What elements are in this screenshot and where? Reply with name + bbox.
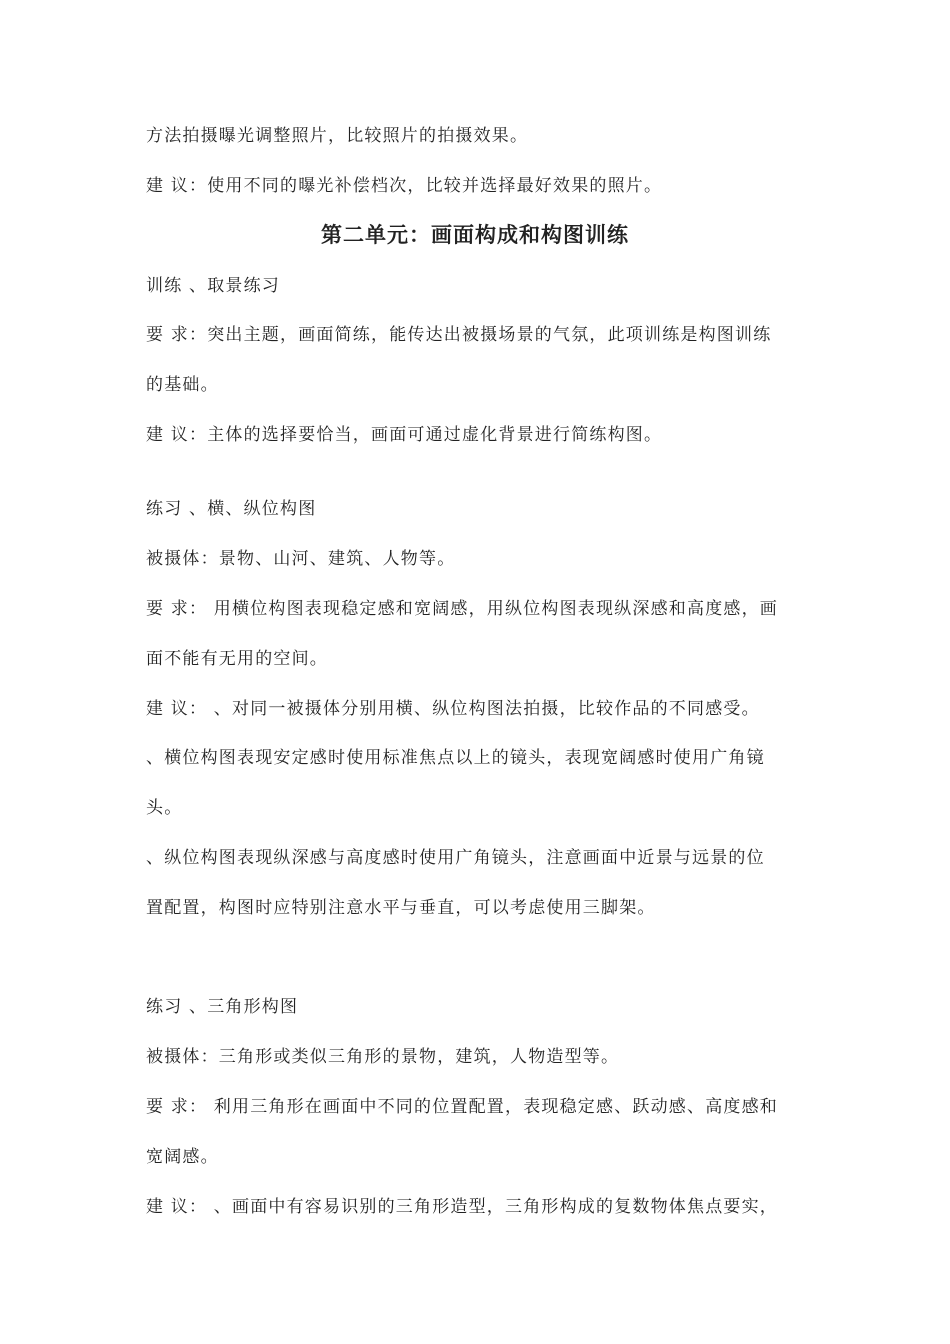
subject-line: 被摄体：景物、山河、建筑、人物等。 — [146, 549, 456, 569]
requirement-line-cont: 面不能有无用的空间。 — [146, 649, 328, 669]
suggestion-item: 、横位构图表现安定感时使用标准焦点以上的镜头，表现宽阔感时使用广角镜 — [146, 748, 765, 768]
suggestion-line: 建 议： 、对同一被摄体分别用横、纵位构图法拍摄，比较作品的不同感受。 — [146, 699, 760, 719]
requirement-line: 要 求： 利用三角形在画面中不同的位置配置，表现稳定感、跃动感、高度感和 — [146, 1097, 779, 1117]
requirement-line: 要 求： 用横位构图表现稳定感和宽阔感，用纵位构图表现纵深感和高度感，画 — [146, 599, 779, 619]
suggestion-line: 建 议：使用不同的曝光补偿档次，比较并选择最好效果的照片。 — [146, 176, 663, 196]
exercise-title: 练习 、横、纵位构图 — [146, 499, 317, 519]
exercise-title: 训练 、取景练习 — [146, 276, 281, 296]
exercise-title: 练习 、三角形构图 — [146, 997, 299, 1017]
requirement-line: 要 求：突出主题，画面简练，能传达出被摄场景的气氛，此项训练是构图训练 — [146, 325, 772, 345]
requirement-line-cont: 的基础。 — [146, 375, 219, 395]
suggestion-line: 建 议： 、画面中有容易识别的三角形造型，三角形构成的复数物体焦点要实， — [146, 1197, 779, 1217]
suggestion-line: 建 议：主体的选择要恰当，画面可通过虚化背景进行简练构图。 — [146, 425, 663, 445]
paragraph-line: 方法拍摄曝光调整照片，比较照片的拍摄效果。 — [146, 126, 529, 146]
section-heading: 第二单元：画面构成和构图训练 — [321, 223, 629, 247]
suggestion-item-cont: 置配置，构图时应特别注意水平与垂直，可以考虑使用三脚架。 — [146, 898, 656, 918]
subject-line: 被摄体：三角形或类似三角形的景物，建筑，人物造型等。 — [146, 1047, 620, 1067]
requirement-line-cont: 宽阔感。 — [146, 1147, 219, 1167]
suggestion-item-cont: 头。 — [146, 798, 183, 818]
suggestion-item: 、纵位构图表现纵深感与高度感时使用广角镜头，注意画面中近景与远景的位 — [146, 848, 765, 868]
